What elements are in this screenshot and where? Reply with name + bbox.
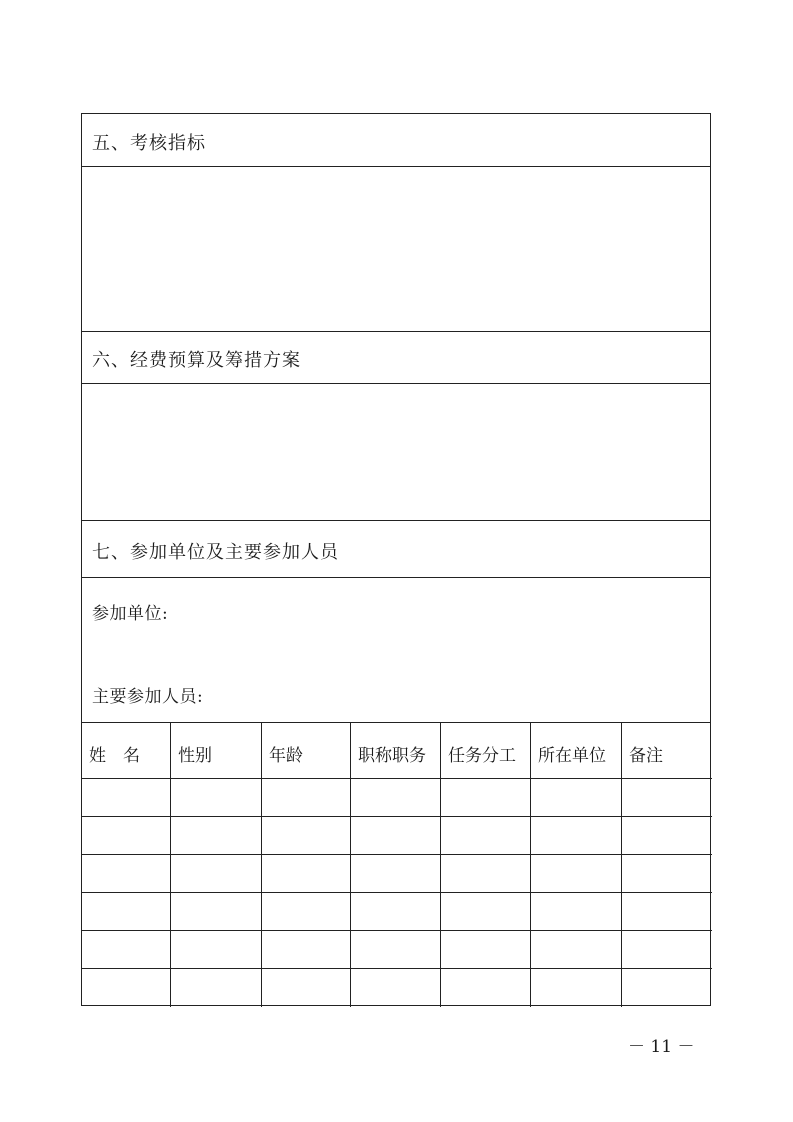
table-cell[interactable]: [82, 817, 171, 855]
table-cell[interactable]: [351, 779, 441, 817]
table-cell[interactable]: [262, 893, 351, 931]
table-cell[interactable]: [171, 817, 262, 855]
table-cell[interactable]: [531, 893, 622, 931]
header-label-task-division: 任务分工: [448, 746, 516, 766]
table-cell[interactable]: [82, 893, 171, 931]
table-cell[interactable]: [171, 893, 262, 931]
table-cell[interactable]: [441, 779, 531, 817]
table-cell[interactable]: [351, 931, 441, 969]
table-cell[interactable]: [441, 893, 531, 931]
table-cell[interactable]: [351, 969, 441, 1007]
personnel-table: [82, 723, 710, 1007]
table-cell[interactable]: [622, 855, 712, 893]
table-cell[interactable]: [622, 931, 712, 969]
header-cell-task-division: [441, 723, 531, 779]
header-label-work-unit: 所在单位: [538, 746, 606, 766]
table-cell[interactable]: [531, 779, 622, 817]
table-cell[interactable]: [441, 969, 531, 1007]
table-cell[interactable]: [262, 969, 351, 1007]
table-cell[interactable]: [262, 817, 351, 855]
participating-units-label: 参加单位:: [92, 604, 169, 624]
table-cell[interactable]: [82, 931, 171, 969]
table-cell[interactable]: [622, 779, 712, 817]
assessment-heading-row: [82, 114, 710, 167]
table-cell[interactable]: [441, 855, 531, 893]
table-cell[interactable]: [351, 817, 441, 855]
header-cell-title-position: [351, 723, 441, 779]
header-cell-name: [82, 723, 171, 779]
header-label-title-position: 职称职务: [358, 746, 426, 766]
table-cell[interactable]: [171, 855, 262, 893]
table-cell[interactable]: [622, 893, 712, 931]
table-cell[interactable]: [622, 817, 712, 855]
header-label-name: 姓 名: [89, 746, 140, 766]
table-cell[interactable]: [171, 969, 262, 1007]
table-cell[interactable]: [531, 969, 622, 1007]
main-participants-label: 主要参加人员:: [92, 687, 204, 707]
assessment-content-area[interactable]: [82, 167, 710, 332]
table-cell[interactable]: [622, 969, 712, 1007]
table-cell[interactable]: [351, 893, 441, 931]
header-cell-gender: [171, 723, 262, 779]
budget-heading-row: [82, 332, 710, 384]
table-cell[interactable]: [531, 931, 622, 969]
table-cell[interactable]: [262, 931, 351, 969]
header-label-age: 年龄: [269, 746, 303, 766]
participants-content-area[interactable]: [82, 578, 710, 723]
table-cell[interactable]: [171, 779, 262, 817]
table-cell[interactable]: [351, 855, 441, 893]
assessment-heading: 五、考核指标: [92, 133, 206, 154]
header-cell-remarks: [622, 723, 712, 779]
header-label-remarks: 备注: [629, 746, 663, 766]
page-number: － 11 －: [628, 1037, 695, 1057]
header-cell-work-unit: [531, 723, 622, 779]
table-cell[interactable]: [82, 855, 171, 893]
table-cell[interactable]: [262, 779, 351, 817]
application-form-table: [81, 113, 711, 1006]
table-cell[interactable]: [82, 969, 171, 1007]
participants-heading: 七、参加单位及主要参加人员: [92, 542, 339, 563]
table-cell[interactable]: [82, 779, 171, 817]
budget-heading: 六、经费预算及筹措方案: [92, 350, 301, 371]
table-cell[interactable]: [441, 817, 531, 855]
table-cell[interactable]: [262, 855, 351, 893]
header-label-gender: 性别: [178, 746, 212, 766]
participants-heading-row: [82, 521, 710, 578]
header-cell-age: [262, 723, 351, 779]
table-cell[interactable]: [441, 931, 531, 969]
table-cell[interactable]: [171, 931, 262, 969]
budget-content-area[interactable]: [82, 384, 710, 521]
table-cell[interactable]: [531, 817, 622, 855]
table-cell[interactable]: [531, 855, 622, 893]
